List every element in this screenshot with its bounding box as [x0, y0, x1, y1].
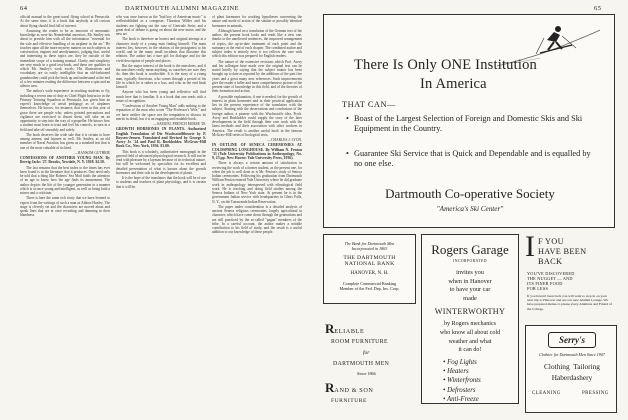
bullet-icon: •	[443, 358, 448, 366]
text-column-1	[20, 15, 110, 417]
ifyou-headline-2: HAVE BEEN	[538, 247, 587, 256]
text-column-2	[116, 15, 206, 417]
coop-tagline: "America's Ski Center"	[436, 205, 504, 213]
review-signature: —SAMUEL FRENCH MORSE '28.	[153, 122, 206, 126]
ifyou-discovered	[527, 271, 575, 291]
garage-list-item	[443, 386, 518, 395]
paragraph: This book is a scholarly, authoritative monograph in the general field of advanced physiological research. It will not be read with pleasure by a layman because of its technical nature, but will be welcomed by specialists for its excellent and detailed presentation of what is known about the growth hormones and their role in the development of plants.	[116, 149, 206, 175]
garage-item-text: Anti-Freeze	[446, 395, 479, 403]
coop-name: Dartmouth Co-operative Society	[385, 186, 555, 201]
drop-cap: R	[325, 380, 335, 395]
paragraph: A possible explanation, if one is needed, for the growth of interest in plant hormones and in their practical application lies in the present experience of the translators with the subject. Starting with the observations and conclusions of the foreign author, a pioneer with the Wuchsstoffe idea, Profs. Avery and Burkholder could supply the story of the later developments in the field through their own work with the latest methods and their association with other workers in America. The result is another useful book in the famous McGraw-Hill series of biological texts.	[212, 94, 302, 137]
bank-line-1: The Bank for Dartmouth Men	[344, 241, 395, 246]
ifyou-body: If you haven't been back you will want to stop in on your next trip to Hanover and see our new Alumni Lounge. We have prepared menus to please every Alumnus and Friend of the College.	[527, 294, 612, 311]
coop-bullet-1	[346, 114, 600, 134]
paragraph: The last remains that the best index to the times has ever been found is in the literature that it produces. One need only be told that a thing like Roberts' Sea Mail holds the attention of an age to know how the age finds its amusement. The author depicts the life of the younger generation in a manner which is at once young and intelligent, as well as being both a mirror and a criticism.	[20, 165, 110, 195]
paragraph: of plant hormones for working hypotheses concerning the nature and mode of action of the similar or possibly identical hormones in animals.	[212, 15, 302, 28]
coop-ad	[323, 14, 615, 228]
bullet-icon: •	[443, 377, 448, 385]
garage-item-text: Fog Lights	[447, 358, 477, 366]
garage-incorporated: INCORPORATED	[453, 259, 487, 263]
reliable-text: ELIABLE	[334, 328, 365, 335]
garage-line: it can do!	[458, 347, 482, 354]
paragraph: who was once known as the "bad boy of American music" is wellestablished as a composer; Thornton Wilder and his students are fighting out the case of Gertrude Stein; and a great deal of debate is going on about the new music and the new art.	[116, 15, 206, 36]
ifyou-line: YOU'VE DISCOVERED	[527, 271, 575, 276]
review-heading: GROWTH HORMONES IN PLANTS. Authorized English Translation of Die Wuchsstofftheorie by P. Boysen-Jensen. Translated and Revised by George S. Avery Jr. '24 and Paul R. Burkholder. McGraw-Hill Book Co., New York, 1936. $3.00.	[116, 127, 206, 149]
paragraph: Assuming the reader to be as innocent of aeronautic knowledge as were his Neanderthal ancestors, Mr. Smiley sets about to provide him with all the information "essential for the safe and effective handling of an airplane in the air." He touches upon all the more mystery matters on such subjects as construction, engines and aerodynamics, judging that, useful and interesting as these topics are, they lie outside of the immediate scope of a training manual. Clarity and simplicity are very much in a good text-book, and these are qualities in which Mr. Smiley's work excels. His illustrations and vocabulary are so easily intelligible that an old-fashioned grandmother could pick the book up and understand at the end of a few minutes reading the difference between a spin and an aileron turn.	[20, 28, 110, 88]
bank-name-2: NATIONAL BANK	[344, 260, 395, 267]
serry-cleaning: CLEANING	[532, 391, 561, 396]
paragraph: The paper under consideration is a detailed analysis of ancient Seneca religious ceremonies, largely agricultural in character, which have come down through the generations and are still practiced by the so-called "pagan" members of the tribe. In a careful account, the author makes a notable contribution to his field of study, and the result is a useful addition to our knowledge of these people.	[212, 204, 302, 235]
ifyou-line: THE NUGGET — AND	[527, 276, 573, 282]
bullet-icon: •	[443, 368, 448, 376]
bullet-text: Guarantee Ski Service that is Quick and Dependable and is equalled by no one else.	[354, 149, 591, 169]
paragraph: official manual in the great naval flying school at Pensacola. At the same time, it is a book that anybody at all curious about flying should find full of interest.	[20, 15, 110, 28]
garage-item-text: Winterfronts	[447, 377, 481, 385]
bank-line-2: Incorporated in 1863	[351, 246, 388, 252]
garage-ad	[421, 234, 519, 404]
garage-list-item	[443, 358, 518, 367]
drop-cap: I	[525, 230, 535, 263]
garage-winterworthy: WINTERWORTHY	[434, 307, 506, 317]
furniture-ad	[323, 312, 416, 416]
garage-line: who know all about cold	[439, 329, 501, 336]
paragraph: There is always a certain amount of satisfaction in reviewing the work of a former student, as the present one, for when the job is well done as is Mr. Fenton's study of Seneca Indian ceremonies. Following his graduation from Dartmouth William Fenton entered Yale University where he did graduate work in anthropology interspersed with ethnological field work. He is teaching and doing field studies among the Seneca Indians of New York state. At present he is in the government Indian service with headquarters in Glens Falls, N. Y., on the Tonawanda Indian Reservation.	[212, 161, 302, 204]
ifyou-line: ITS FINER FOOD	[527, 281, 563, 287]
bullet-icon: •	[443, 395, 447, 403]
bank-place: HANOVER, N. H.	[350, 270, 389, 276]
review-signature: —CHARLES J. LYON.	[267, 138, 302, 142]
garage-intro	[422, 269, 518, 303]
ifyou-headline-1: F YOU	[538, 237, 564, 246]
bullet-text: Boast of the Largest Selection of Foreign and Domestic Skis and Ski Equipment in the Country.	[354, 114, 583, 134]
furniture-dartmouth: DARTMOUTH MEN	[333, 361, 390, 367]
page-number-right: 65	[594, 5, 602, 12]
bank-name-1: THE DARTMOUTH	[343, 254, 396, 261]
paragraph: Although based on a translation of the German text of the author, the present book looks and reads like a new one, thanks to the unrelieved sentences, the improved arrangement of topics, the up-to-date treatment of each point and the summary at the end of each chapter. The combined author and subject index is entirely new; it too reflects the care with which this edition was prepared for English readers.	[212, 28, 302, 59]
paragraph: The book deserves the wide sale that it is certain to have among airmen, and laymen as well. Mr. Smiley, as an old member of Naval Aviation, has given us a standard text that is one of the most valuable of its kind.	[20, 132, 110, 150]
bank-service-1: Complete Commercial Banking	[342, 280, 397, 286]
coop-headline-2: In America	[420, 76, 487, 92]
paragraph: It is the hope of the translators that the book will be of use to students and teachers of plant physiology, and it is certain that it will be.	[116, 176, 206, 189]
review-heading: IN OUTLINE OF SENECA CEREMONIES AT COLDSPRING LONGHOUSE. By William N. Fenton '31 (Yale University Publications in Anthropology, No. 9, 23 pp. New Haven: Yale University Press, 1936).	[212, 143, 302, 160]
furniture-label: FURNITURE	[331, 398, 367, 404]
ifyou-ad	[525, 230, 617, 320]
garage-list	[422, 358, 518, 404]
paragraph: Anyone who has been young and reflective will find much here that is familiar. It is a book that one reads with a sense of recognition.	[116, 90, 206, 103]
text-column-3	[212, 15, 302, 417]
garage-item-text: Heaters	[447, 368, 469, 376]
bank-service-2: Member of the Fed. Dep. Ins. Corp.	[339, 286, 400, 292]
furniture-room: ROOM FURNITURE	[331, 339, 388, 345]
magazine-title: DARTMOUTH ALUMNI MAGAZINE	[125, 5, 239, 12]
garage-line: by Rogers mechanics	[443, 321, 497, 328]
garage-line: made	[463, 294, 477, 302]
review-signature: —RANSOM GUTHRIE	[74, 150, 110, 155]
garage-list-item	[443, 367, 518, 376]
garage-list-item	[443, 395, 518, 404]
bullet-icon: •	[443, 386, 448, 394]
ifyou-line: FOR LESS	[527, 286, 549, 292]
paragraph: The nature of the extensive revisions which Prof. Avery and his colleague have made over the original text can be stated briefly by saying that the subject matter has been brought up to date as reported by the additions of the past five years and a great many new references. Such improvements give the reader a fuller and more comprehensive picture of the present state of knowledge in this field, and of the theories of their formation and action.	[212, 59, 302, 94]
garage-name: Rogers Garage	[431, 242, 509, 257]
serry-ad	[525, 325, 617, 413]
bullet-icon: •	[346, 149, 349, 158]
ifyou-headline-3: BACK	[538, 257, 563, 266]
furniture-rand	[325, 379, 373, 397]
coop-bullet-2	[346, 149, 600, 169]
garage-line: invites you	[456, 269, 484, 276]
paragraph: The book is therefore an honest and original attempt at a character study of a young man finding himself. The main interest lies, however, in the relation of the protagonist to his world, and in the many small incidents that illustrate this relation. The author has a sure gift for dialogue and for the vivid description of people and places.	[116, 37, 206, 63]
garage-list-item	[443, 376, 518, 385]
coop-that-can: THAT CAN—	[342, 100, 396, 109]
furniture-reliable	[325, 320, 364, 338]
bullet-icon: •	[346, 114, 349, 123]
paragraph: The author's wide experience in teaching students to fly, including a recent tour of duty as Chief Flight Instructor in the Primary Training Squadron at Pensacola, has given him an expert's knowledge of aerial pedagogy as of airplanes themselves. He knows, for instance, that even in this year of grace there are people who, unless pointed precautions and vigilance are exercised to thwart them, will take on an opportunity to step into the way of a propeller. He knows how a student must learn to trust and feel his controls, to turn in a field and take off smoothly and safely.	[20, 89, 110, 132]
paragraph: But the major interest of the book is the anecdotes, and if the anecdotes really mean anything, as ourselves are sure they do, then this book is worthwhile. It is the story of a young man, typically American, who comes through a period of his life in which he is rather at a loss, and who in the end finds himself.	[116, 63, 206, 89]
serry-tagline: Clothier for Dartmouth Men Since 1907	[539, 352, 605, 357]
serry-logo: Serry's	[548, 332, 596, 348]
paragraph: There is here the same rich irony that we have learned to expect from the writings of such a man as Aldous Huxley. The stage is cleverly set and the characters are moved about and speak lines that are at once revealing and damning in their blandness.	[20, 196, 110, 218]
and-son-text: AND & SON	[334, 387, 374, 394]
paragraph: "Confessions of Another Young Man" adds nothing to the reputation of the man who wrote "The Professor's Wife," and we have neither the space nor the temptation to discuss its merits in detail, but it is an engaging and readable book.	[116, 104, 206, 121]
page-number-left: 64	[20, 5, 28, 12]
serry-service-1: Clothing Tailoring	[544, 362, 600, 371]
drop-cap: R	[325, 321, 335, 336]
bank-ad	[323, 234, 416, 304]
furniture-for: for	[363, 350, 370, 356]
review-heading: CONFESSIONS OF ANOTHER YOUNG MAN. By Brevig Jacks '27. Brooks, Yewdale, N. Y. 1928. $2.50.	[20, 156, 110, 165]
garage-line: when in Hanover	[448, 277, 492, 285]
garage-line: to have your car	[449, 286, 491, 294]
garage-item-text: Defrosters	[447, 386, 476, 394]
serry-pressing: PRESSING	[582, 391, 609, 396]
garage-body	[422, 320, 518, 354]
serry-service-2: Haberdashery	[551, 373, 593, 382]
garage-line: weather and what	[448, 338, 492, 345]
coop-headline-1: There Is Only ONE Institution	[354, 57, 537, 73]
furniture-since: Since 1866	[357, 371, 376, 376]
